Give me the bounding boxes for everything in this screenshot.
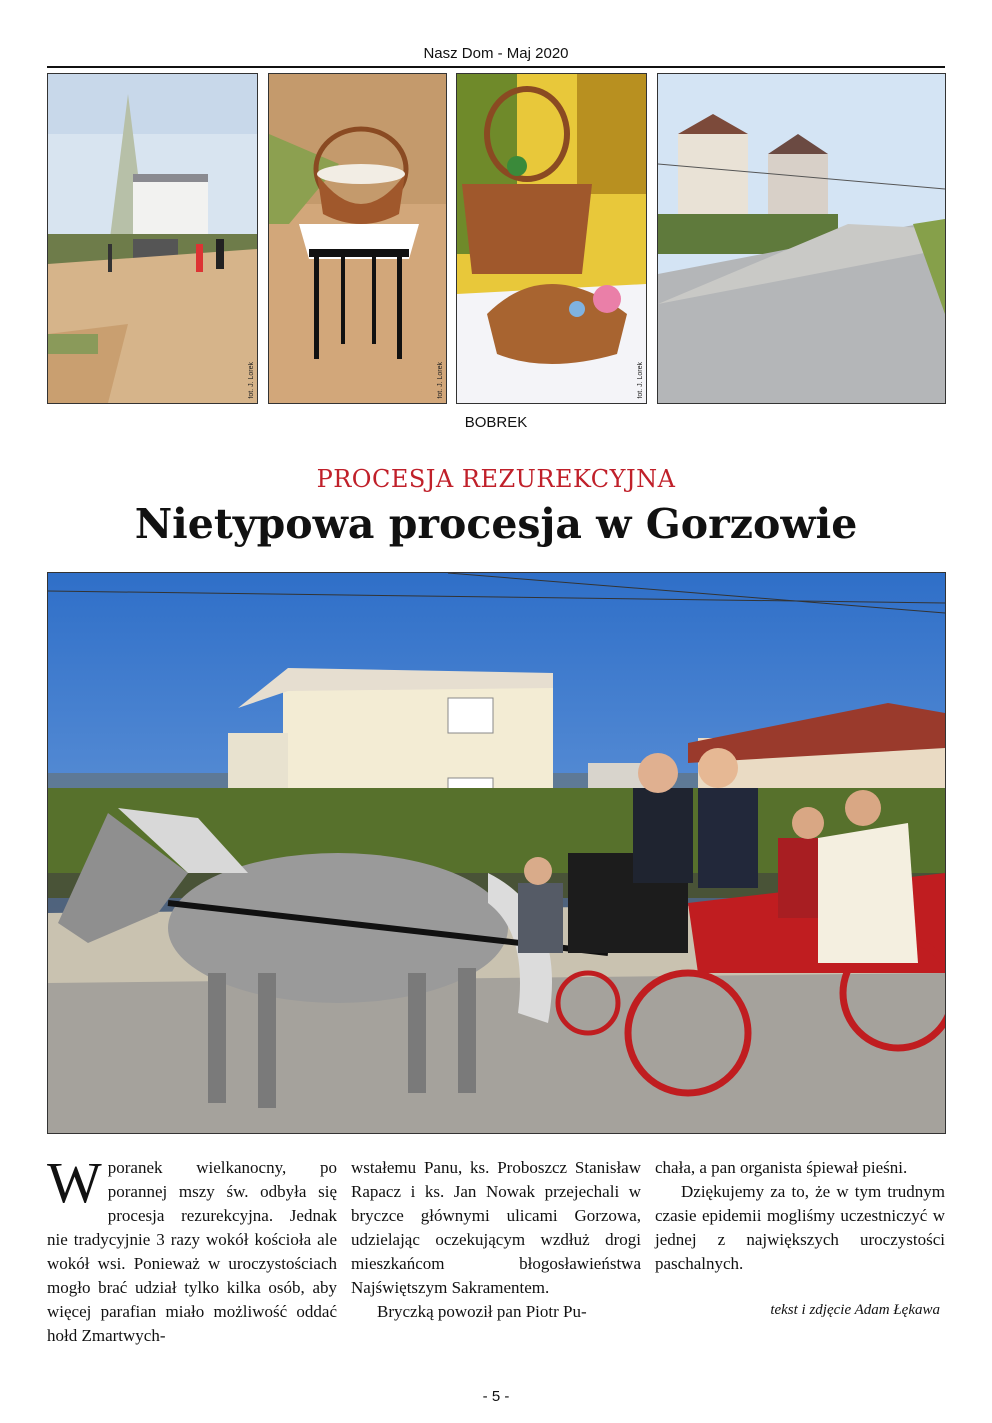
photo-credit: fot. J. Lorek [637, 362, 644, 399]
article-column-1 [47, 1150, 337, 1348]
photo-easter-baskets [456, 73, 647, 404]
photo-horse-carriage [47, 572, 946, 1134]
page-number: - 5 - [482, 1388, 510, 1405]
photo-easter-baskets-image [457, 74, 646, 403]
article-paragraph-3-cont: chała, a pan organista śpiewał pieśni. [655, 1158, 908, 1177]
article-paragraph-1 [47, 1150, 337, 1348]
photo-village-street-image [48, 74, 257, 403]
article-column-3 [655, 1156, 945, 1276]
article-paragraph-4: Dziękujemy za to, że w tym trudnym czasie epidemii mogliśmy uczestniczyć w jednej z największych uroczystości paschalnych. [655, 1182, 945, 1273]
article-paragraph-3: Bryczką powoził pan Piotr Pu- [377, 1302, 587, 1321]
article-kicker: PROCESJA REZUREKCYJNA [316, 465, 676, 493]
photo-empty-road [657, 73, 946, 404]
paragraph-1-text: poranek wielkanocny, po porannej mszy św. odbyła się procesja rezurekcyjna. Jednak nie tradycyjnie 3 razy wokół kościoła ale wokół wsi. Ponieważ w uroczystościach mogło brać udział tylko kilka osób, aby więcej parafian miało możliwość oddać hołd Zmartwych- [47, 1158, 337, 1345]
drop-cap: W [47, 1150, 102, 1215]
article-column-2 [351, 1156, 641, 1324]
article-paragraph-2: wstałemu Panu, ks. Proboszcz Stanisław Rapacz i ks. Jan Nowak przejechali w bryczce głównymi ulicami Gorzowa, udzielając oczekującym wzdłuż drogi mieszkańcom błogosławieństwa Najświętszym Sakramentem. [351, 1158, 641, 1297]
photo-empty-road-image [658, 74, 945, 403]
photo-caption: BOBREK [464, 414, 528, 431]
photo-basket-stand-image [269, 74, 446, 403]
photo-horse-carriage-image [48, 573, 945, 1133]
header-rule [47, 66, 945, 68]
photo-credit: fot. J. Lorek [437, 362, 444, 399]
running-header: Nasz Dom - Maj 2020 [423, 45, 569, 62]
article-headline: Nietypowa procesja w Gorzowie [134, 500, 858, 548]
photo-basket-stand [268, 73, 447, 404]
photo-village-street [47, 73, 258, 404]
article-signature: tekst i zdjęcie Adam Łękawa [770, 1302, 940, 1318]
photo-credit: fot. J. Lorek [248, 362, 255, 399]
